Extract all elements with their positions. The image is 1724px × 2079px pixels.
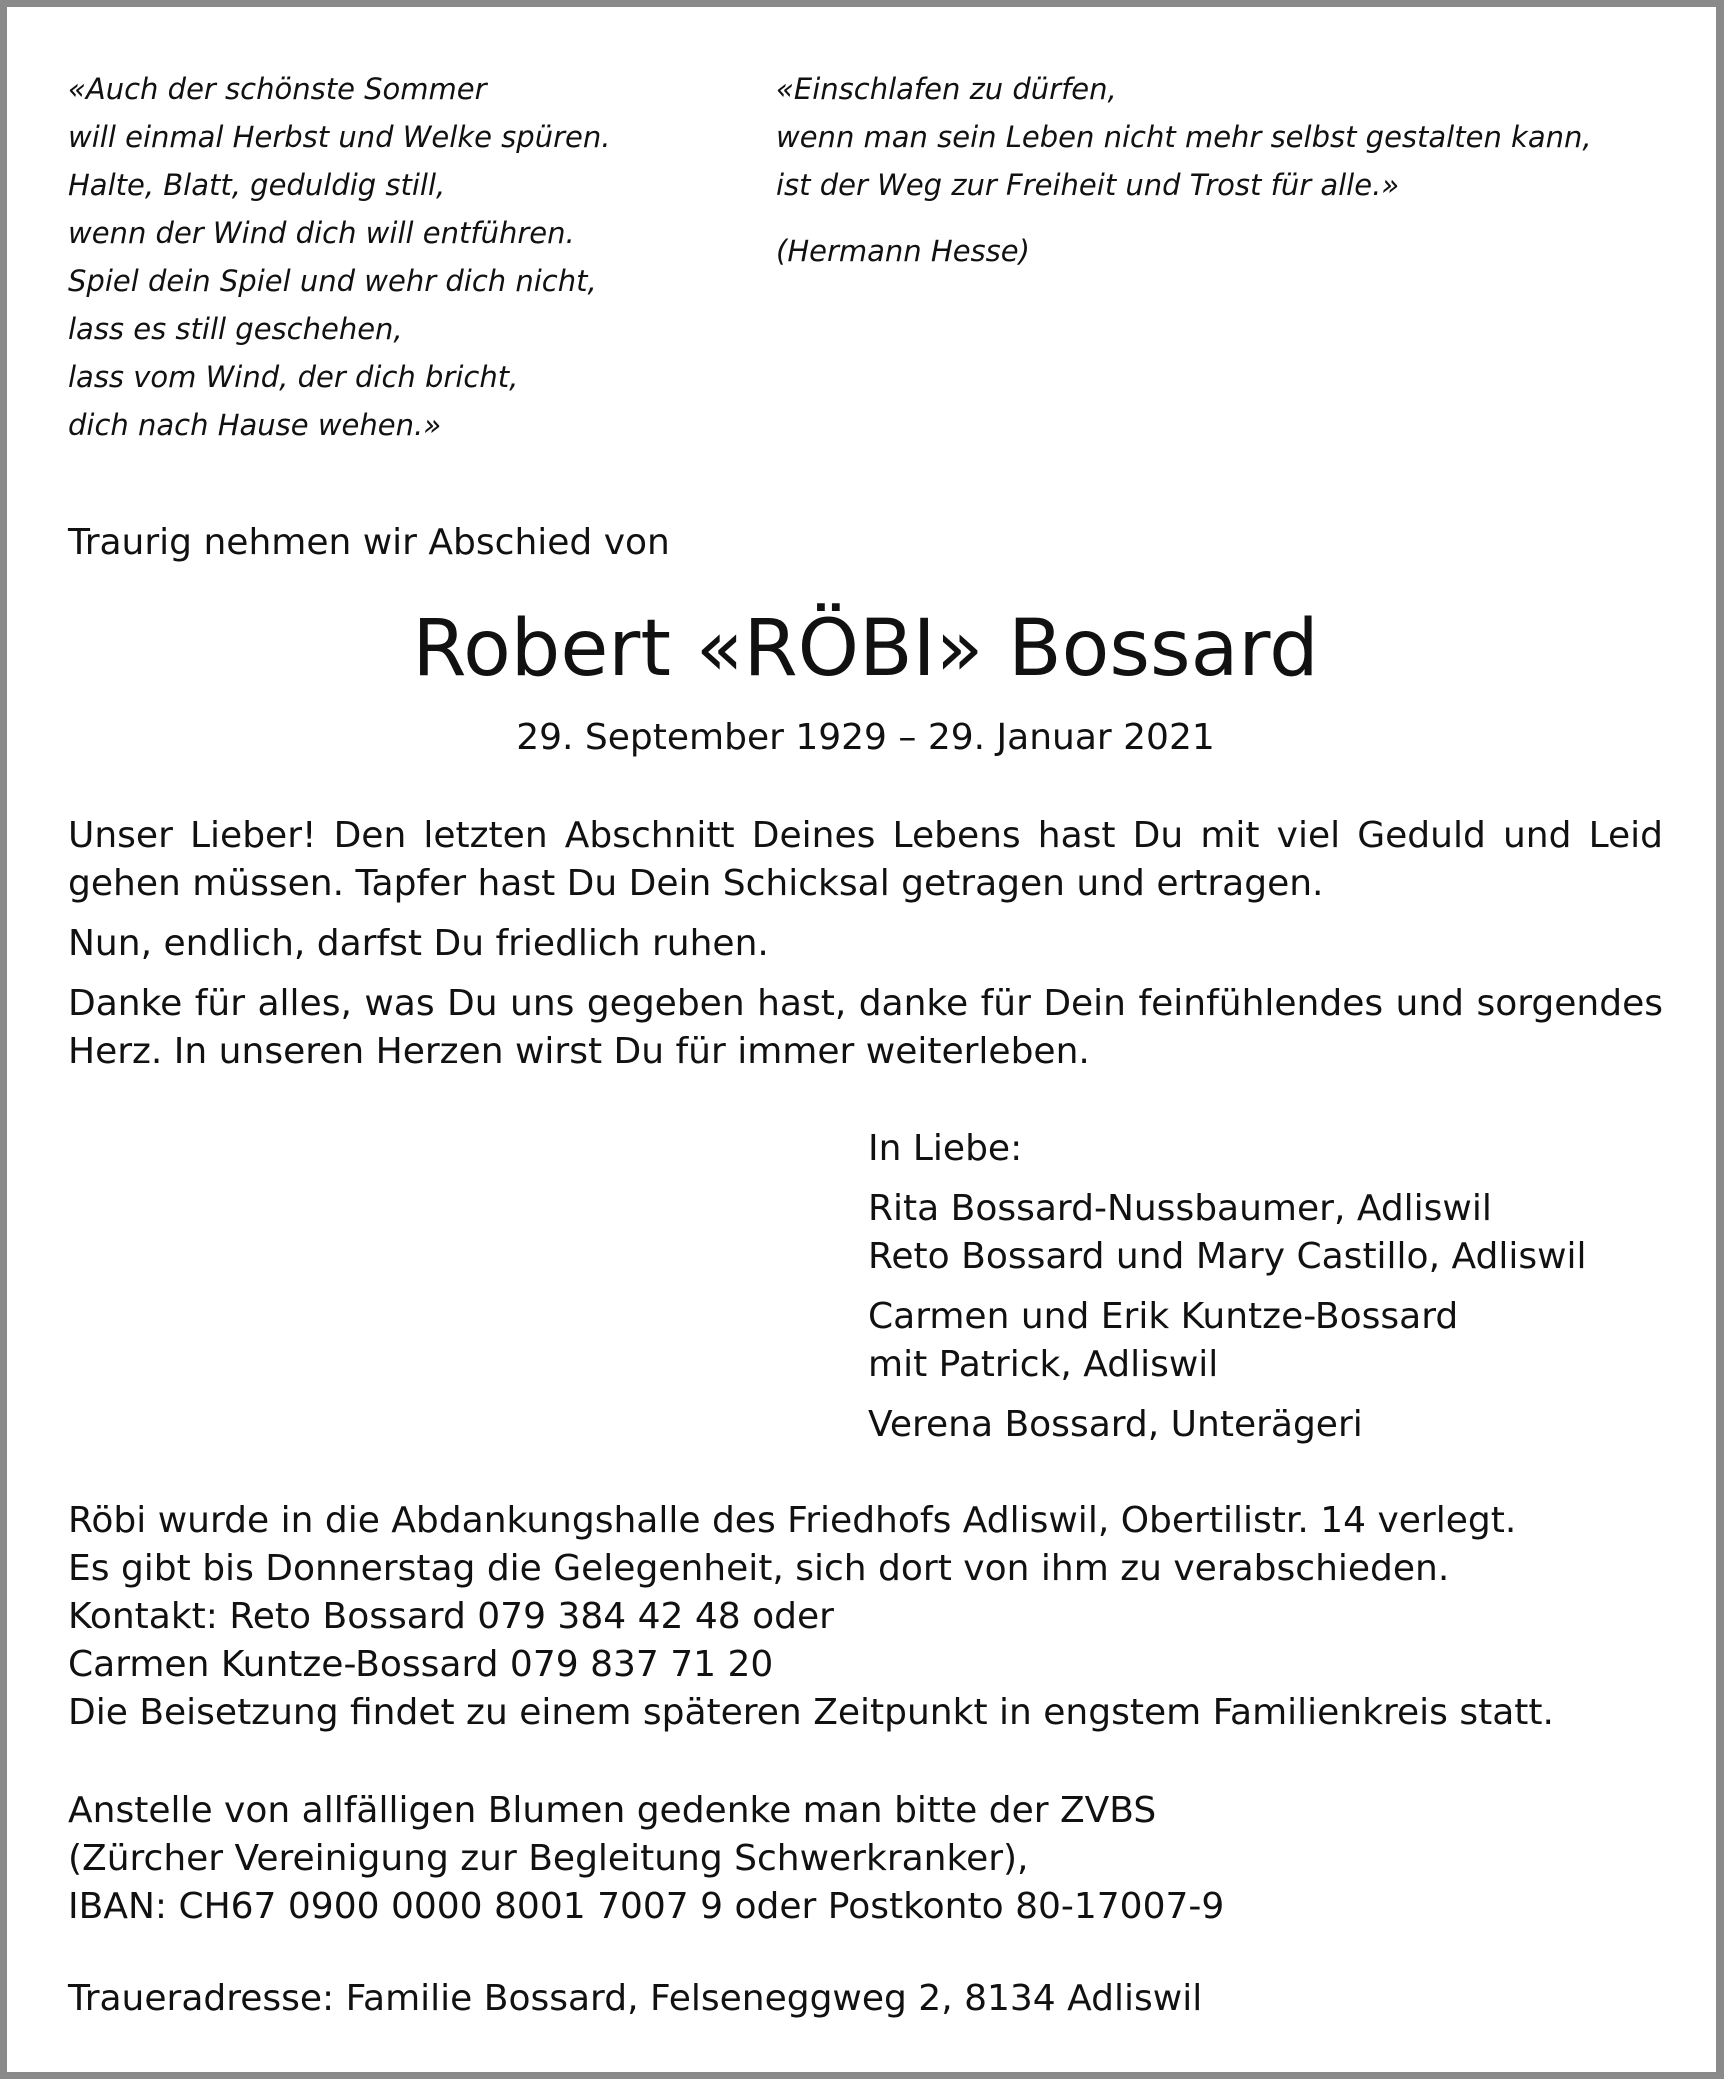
- mourner-line: Verena Bossard, Unterägeri: [868, 1404, 1363, 1445]
- notice-line: Es gibt bis Donnerstag die Gelegenheit, sich dort von ihm zu verabschieden.: [68, 1548, 1450, 1589]
- life-dates: 29. September 1929 – 29. Januar 2021: [516, 717, 1215, 758]
- signoff-label: In Liebe:: [868, 1128, 1023, 1169]
- poem-right: [776, 65, 1592, 209]
- message-paragraph: Danke für alles, was Du uns gegeben hast, danke für Dein feinfühlendes und sorgendes Herz. In unseren Herzen wirst Du für immer weiterleben.: [68, 983, 1663, 1072]
- mourner-group: [868, 1293, 1587, 1389]
- funeral-notice: [68, 1497, 1554, 1737]
- deceased-name: Robert «RÖBI» Bossard: [412, 604, 1319, 694]
- donation-line: (Zürcher Vereinigung zur Begleitung Schwerkranker),: [68, 1838, 1029, 1879]
- mourner-line: mit Patrick, Adliswil: [868, 1344, 1219, 1385]
- mourner-line: Rita Bossard-Nussbaumer, Adliswil: [868, 1188, 1492, 1229]
- notice-line: Röbi wurde in die Abdankungshalle des Friedhofs Adliswil, Obertilistr. 14 verlegt.: [68, 1500, 1517, 1541]
- mourner-line: Carmen und Erik Kuntze-Bossard: [868, 1296, 1459, 1337]
- poem-left: [68, 65, 610, 449]
- poem-line: wenn man sein Leben nicht mehr selbst gestalten kann,: [776, 120, 1592, 154]
- poem-line: «Auch der schönste Sommer: [68, 72, 487, 106]
- poem-line: Halte, Blatt, geduldig still,: [68, 168, 446, 202]
- notice-line: Carmen Kuntze-Bossard 079 837 71 20: [68, 1644, 774, 1685]
- notice-line: Die Beisetzung findet zu einem späteren Zeitpunkt in engstem Familienkreis statt.: [68, 1692, 1554, 1733]
- donation-line: IBAN: CH67 0900 0000 8001 7007 9 oder Postkonto 80-17007-9: [68, 1886, 1225, 1927]
- poem-line: dich nach Hause wehen.»: [68, 408, 442, 442]
- mourner-group: [868, 1185, 1587, 1281]
- family-signoff: [868, 1125, 1587, 1461]
- poem-line: lass vom Wind, der dich bricht,: [68, 360, 519, 394]
- poem-line: Spiel dein Spiel und wehr dich nicht,: [68, 264, 597, 298]
- notice-line: Kontakt: Reto Bossard 079 384 42 48 oder: [68, 1596, 834, 1637]
- poem-line: lass es still geschehen,: [68, 312, 403, 346]
- poem-line: «Einschlafen zu dürfen,: [776, 72, 1117, 106]
- donation-notice: [68, 1787, 1224, 1931]
- intro-text: Traurig nehmen wir Abschied von: [68, 522, 670, 563]
- donation-line: Anstelle von allfälligen Blumen gedenke man bitte der ZVBS: [68, 1790, 1157, 1831]
- message-paragraph: Unser Lieber! Den letzten Abschnitt Deines Lebens hast Du mit viel Geduld und Leid gehen müssen. Tapfer hast Du Dein Schicksal getragen und ertragen.: [68, 815, 1663, 904]
- obituary-content: [68, 7, 1663, 2072]
- poem-author: (Hermann Hesse): [776, 234, 1030, 268]
- farewell-message: [68, 812, 1663, 1088]
- poem-line: wenn der Wind dich will entführen.: [68, 216, 575, 250]
- poem-line: ist der Weg zur Freiheit und Trost für alle.»: [776, 168, 1400, 202]
- obituary-page: [7, 7, 1716, 2072]
- message-paragraph: Nun, endlich, darfst Du friedlich ruhen.: [68, 923, 769, 964]
- mourning-address: Traueradresse: Familie Bossard, Felseneggweg 2, 8134 Adliswil: [68, 1978, 1203, 2019]
- poem-line: will einmal Herbst und Welke spüren.: [68, 120, 611, 154]
- mourner-line: Reto Bossard und Mary Castillo, Adliswil: [868, 1236, 1587, 1277]
- mourner-group: [868, 1401, 1587, 1449]
